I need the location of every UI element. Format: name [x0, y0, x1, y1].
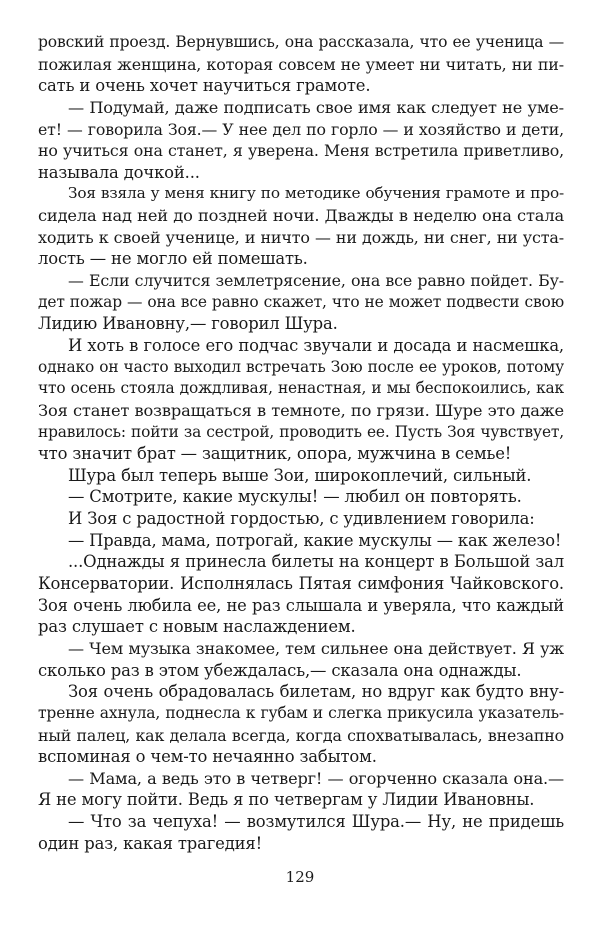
- page-body: [38, 32, 564, 854]
- text-line: Зоя взяла у меня книгу по методике обучения грамоте и про-: [68, 184, 564, 203]
- text-line: дет пожар — она все равно скажет, что не может подвести свою: [38, 292, 564, 311]
- page-number: 129: [285, 868, 315, 886]
- text-line: что осень стояла дождливая, ненастная, и мы беспокоились, как: [38, 379, 564, 398]
- text-line: Шура был теперь выше Зои, широкоплечий, сильный.: [68, 465, 532, 485]
- text-line: — Подумай, даже подписать свое имя как следует не уме-: [68, 97, 564, 117]
- text-line: Зоя станет возвращаться в темноте, по грязи. Шуре это даже: [38, 400, 564, 420]
- text-line: Я не могу пойти. Ведь я по четвергам у Лидии Ивановны.: [38, 790, 535, 810]
- text-line: сколько раз в этом убеждалась,— сказала она однажды.: [38, 660, 522, 680]
- text-line: один раз, какая трагедия!: [38, 833, 263, 853]
- text-line: ходить к своей ученице, и ничто — ни дождь, ни снег, ни уста-: [38, 227, 564, 247]
- text-line: — Что за чепуха! — возмутился Шура.— Ну, не придешь: [68, 812, 564, 832]
- text-line: — Мама, а ведь это в четверг! — огорченно сказала она.—: [68, 768, 564, 788]
- text-line: но учиться она станет, я уверена. Меня встретила приветливо,: [38, 141, 564, 161]
- text-line: лость — не могло ей помешать.: [38, 249, 308, 269]
- text-line: что значит брат — защитник, опора, мужчина в семье!: [38, 444, 512, 464]
- text-line: — Если случится землетрясение, она все равно пойдет. Бу-: [68, 271, 564, 291]
- text-line: однако он часто выходил встречать Зою после ее уроков, потому: [38, 357, 564, 376]
- text-line: — Чем музыка знакомее, тем сильнее она действует. Я уж: [68, 638, 564, 658]
- text-line: ровский проезд. Вернувшись, она рассказала, что ее ученица —: [38, 33, 564, 51]
- text-line: называла дочкой...: [38, 162, 200, 182]
- text-line: ный палец, как делала всегда, когда спохватывалась, внезапно: [38, 725, 564, 745]
- text-line: вспоминая о чем-то нечаянно забытом.: [38, 747, 377, 767]
- text-line: раз слушает с новым наслаждением.: [38, 617, 356, 637]
- text-line: И Зоя с радостной гордостью, с удивлением говорила:: [68, 509, 535, 529]
- text-line: — Правда, мама, потрогай, какие мускулы — как железо!: [68, 530, 562, 550]
- text-line: сидела над ней до поздней ночи. Дважды в неделю она стала: [38, 206, 564, 226]
- text-line: Консерватории. Исполнялась Пятая симфония Чайковского.: [38, 574, 564, 594]
- text-line: Зоя очень любила ее, не раз слышала и уверяла, что каждый: [38, 595, 564, 615]
- text-line: тренне ахнула, поднесла к губам и слегка прикусила указатель-: [38, 703, 564, 722]
- text-line: нравилось: пойти за сестрой, проводить ее. Пусть Зоя чувствует,: [38, 422, 564, 441]
- text-line: пожилая женщина, которая совсем не умеет ни читать, ни пи-: [38, 54, 564, 74]
- text-line: Зоя очень обрадовалась билетам, но вдруг как будто вну-: [68, 682, 564, 702]
- text-line: Лидию Ивановну,— говорил Шура.: [38, 314, 338, 334]
- text-line: ет! — говорила Зоя.— У нее дел по горло — и хозяйство и дети,: [38, 119, 564, 139]
- text-line: сать и очень хочет научиться грамоте.: [38, 76, 371, 96]
- text-line: — Смотрите, какие мускулы! — любил он повторять.: [68, 487, 522, 507]
- text-line: ...Однажды я принесла билеты на концерт в Большой зал: [68, 552, 564, 572]
- text-line: И хоть в голосе его подчас звучали и досада и насмешка,: [68, 335, 564, 355]
